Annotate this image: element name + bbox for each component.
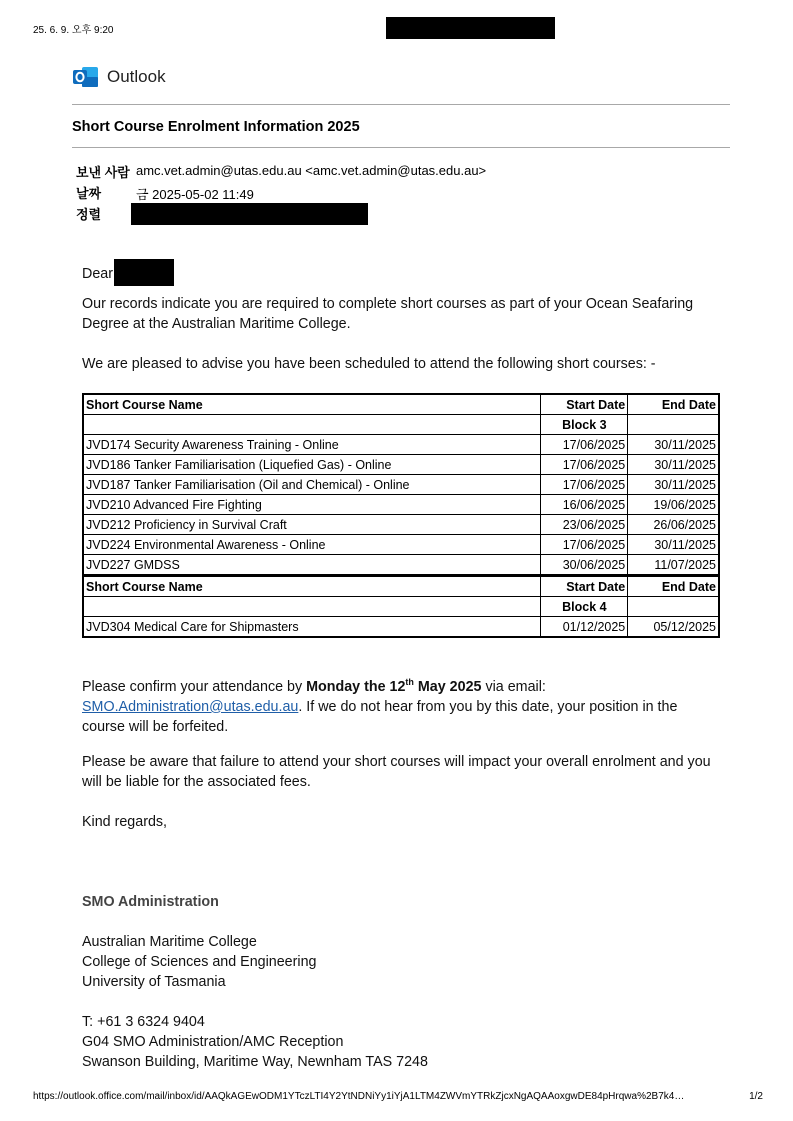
redaction-bar <box>114 259 174 286</box>
col-header-start: Start Date <box>541 576 628 597</box>
from-label: 보낸 사람 <box>76 165 130 180</box>
paragraph-intro: Our records indicate you are required to complete short courses as part of your Ocean Seafaring Degree at the Australian Maritime College. <box>82 296 694 332</box>
app-name: Outlook <box>107 67 166 86</box>
table-row: JVD227 GMDSS 30/06/2025 11/07/2025 <box>83 555 719 576</box>
table-row: JVD187 Tanker Familiarisation (Oil and Chemical) - Online 17/06/2025 30/11/2025 <box>83 475 719 495</box>
signature-address: Swanson Building, Maritime Way, Newnham TAS 7248 <box>82 1054 428 1070</box>
closing: Kind regards, <box>82 814 168 830</box>
table-row: JVD174 Security Awareness Training - Online 17/06/2025 30/11/2025 <box>83 435 719 455</box>
block-row <box>83 597 719 617</box>
outlook-icon <box>73 65 99 89</box>
col-header-start: Start Date <box>541 394 628 415</box>
table-row: JVD210 Advanced Fire Fighting 16/06/2025 19/06/2025 <box>83 495 719 515</box>
block-label: Block 4 <box>541 597 628 617</box>
signature-line: University of Tasmania <box>82 974 226 990</box>
col-header-name: Short Course Name <box>83 576 541 597</box>
print-datetime: 25. 6. 9. 오후 9:20 <box>33 25 114 36</box>
date-value: 금 2025-05-02 11:49 <box>136 187 254 202</box>
table-row: JVD304 Medical Care for Shipmasters 01/12/2025 05/12/2025 <box>83 617 719 638</box>
col-header-end: End Date <box>628 576 719 597</box>
date-label: 날짜 <box>76 186 102 201</box>
signature-name: SMO Administration <box>82 894 219 910</box>
greeting: Dear <box>82 266 113 282</box>
table-row: JVD224 Environmental Awareness - Online 17/06/2025 30/11/2025 <box>83 535 719 555</box>
redaction-bar <box>131 203 368 225</box>
from-value[interactable]: amc.vet.admin@utas.edu.au <amc.vet.admin@utas.edu.au> <box>136 163 487 178</box>
to-label: 정렬 <box>76 207 102 222</box>
table-header-row <box>83 576 719 597</box>
paragraph-warning: Please be aware that failure to attend your short courses will impact your overall enrolment and you will be liable for the associated fees. <box>82 754 711 790</box>
signature-office: G04 SMO Administration/AMC Reception <box>82 1034 344 1050</box>
paragraph-confirm: Please confirm your attendance by Monday the 12th May 2025 via email: SMO.Administration@utas.edu.au. If we do not hear from you by this date, your position in the course will be forfeited. <box>82 677 678 735</box>
table-row: JVD212 Proficiency in Survival Craft 23/06/2025 26/06/2025 <box>83 515 719 535</box>
email-subject: Short Course Enrolment Information 2025 <box>72 119 360 135</box>
block-row <box>83 415 719 435</box>
courses-table <box>82 393 720 638</box>
deadline: Monday the 12th May 2025 <box>306 677 482 695</box>
confirm-email-link[interactable]: SMO.Administration@utas.edu.au <box>82 698 299 715</box>
table-row: JVD186 Tanker Familiarisation (Liquefied Gas) - Online 17/06/2025 30/11/2025 <box>83 455 719 475</box>
col-header-name: Short Course Name <box>83 394 541 415</box>
redaction-bar <box>386 17 555 39</box>
signature-line: College of Sciences and Engineering <box>82 954 317 970</box>
divider-subject <box>72 147 730 148</box>
print-footer-page: 1/2 <box>749 1091 763 1102</box>
print-footer-url: https://outlook.office.com/mail/inbox/id/AAQkAGEwODM1YTczLTI4Y2YtNDNiYy1iYjA1LTM4ZWVmYTRkZjcxNgAQAAoxgwDE84pHrqwa%2B7k4… <box>33 1091 685 1102</box>
block-label: Block 3 <box>541 415 628 435</box>
divider-top <box>72 104 730 105</box>
table-header-row <box>83 394 719 415</box>
signature-phone: T: +61 3 6324 9404 <box>82 1014 205 1030</box>
signature-line: Australian Maritime College <box>82 934 257 950</box>
paragraph-scheduled: We are pleased to advise you have been scheduled to attend the following short courses: - <box>82 356 656 372</box>
outlook-logo <box>73 65 166 89</box>
col-header-end: End Date <box>628 394 719 415</box>
